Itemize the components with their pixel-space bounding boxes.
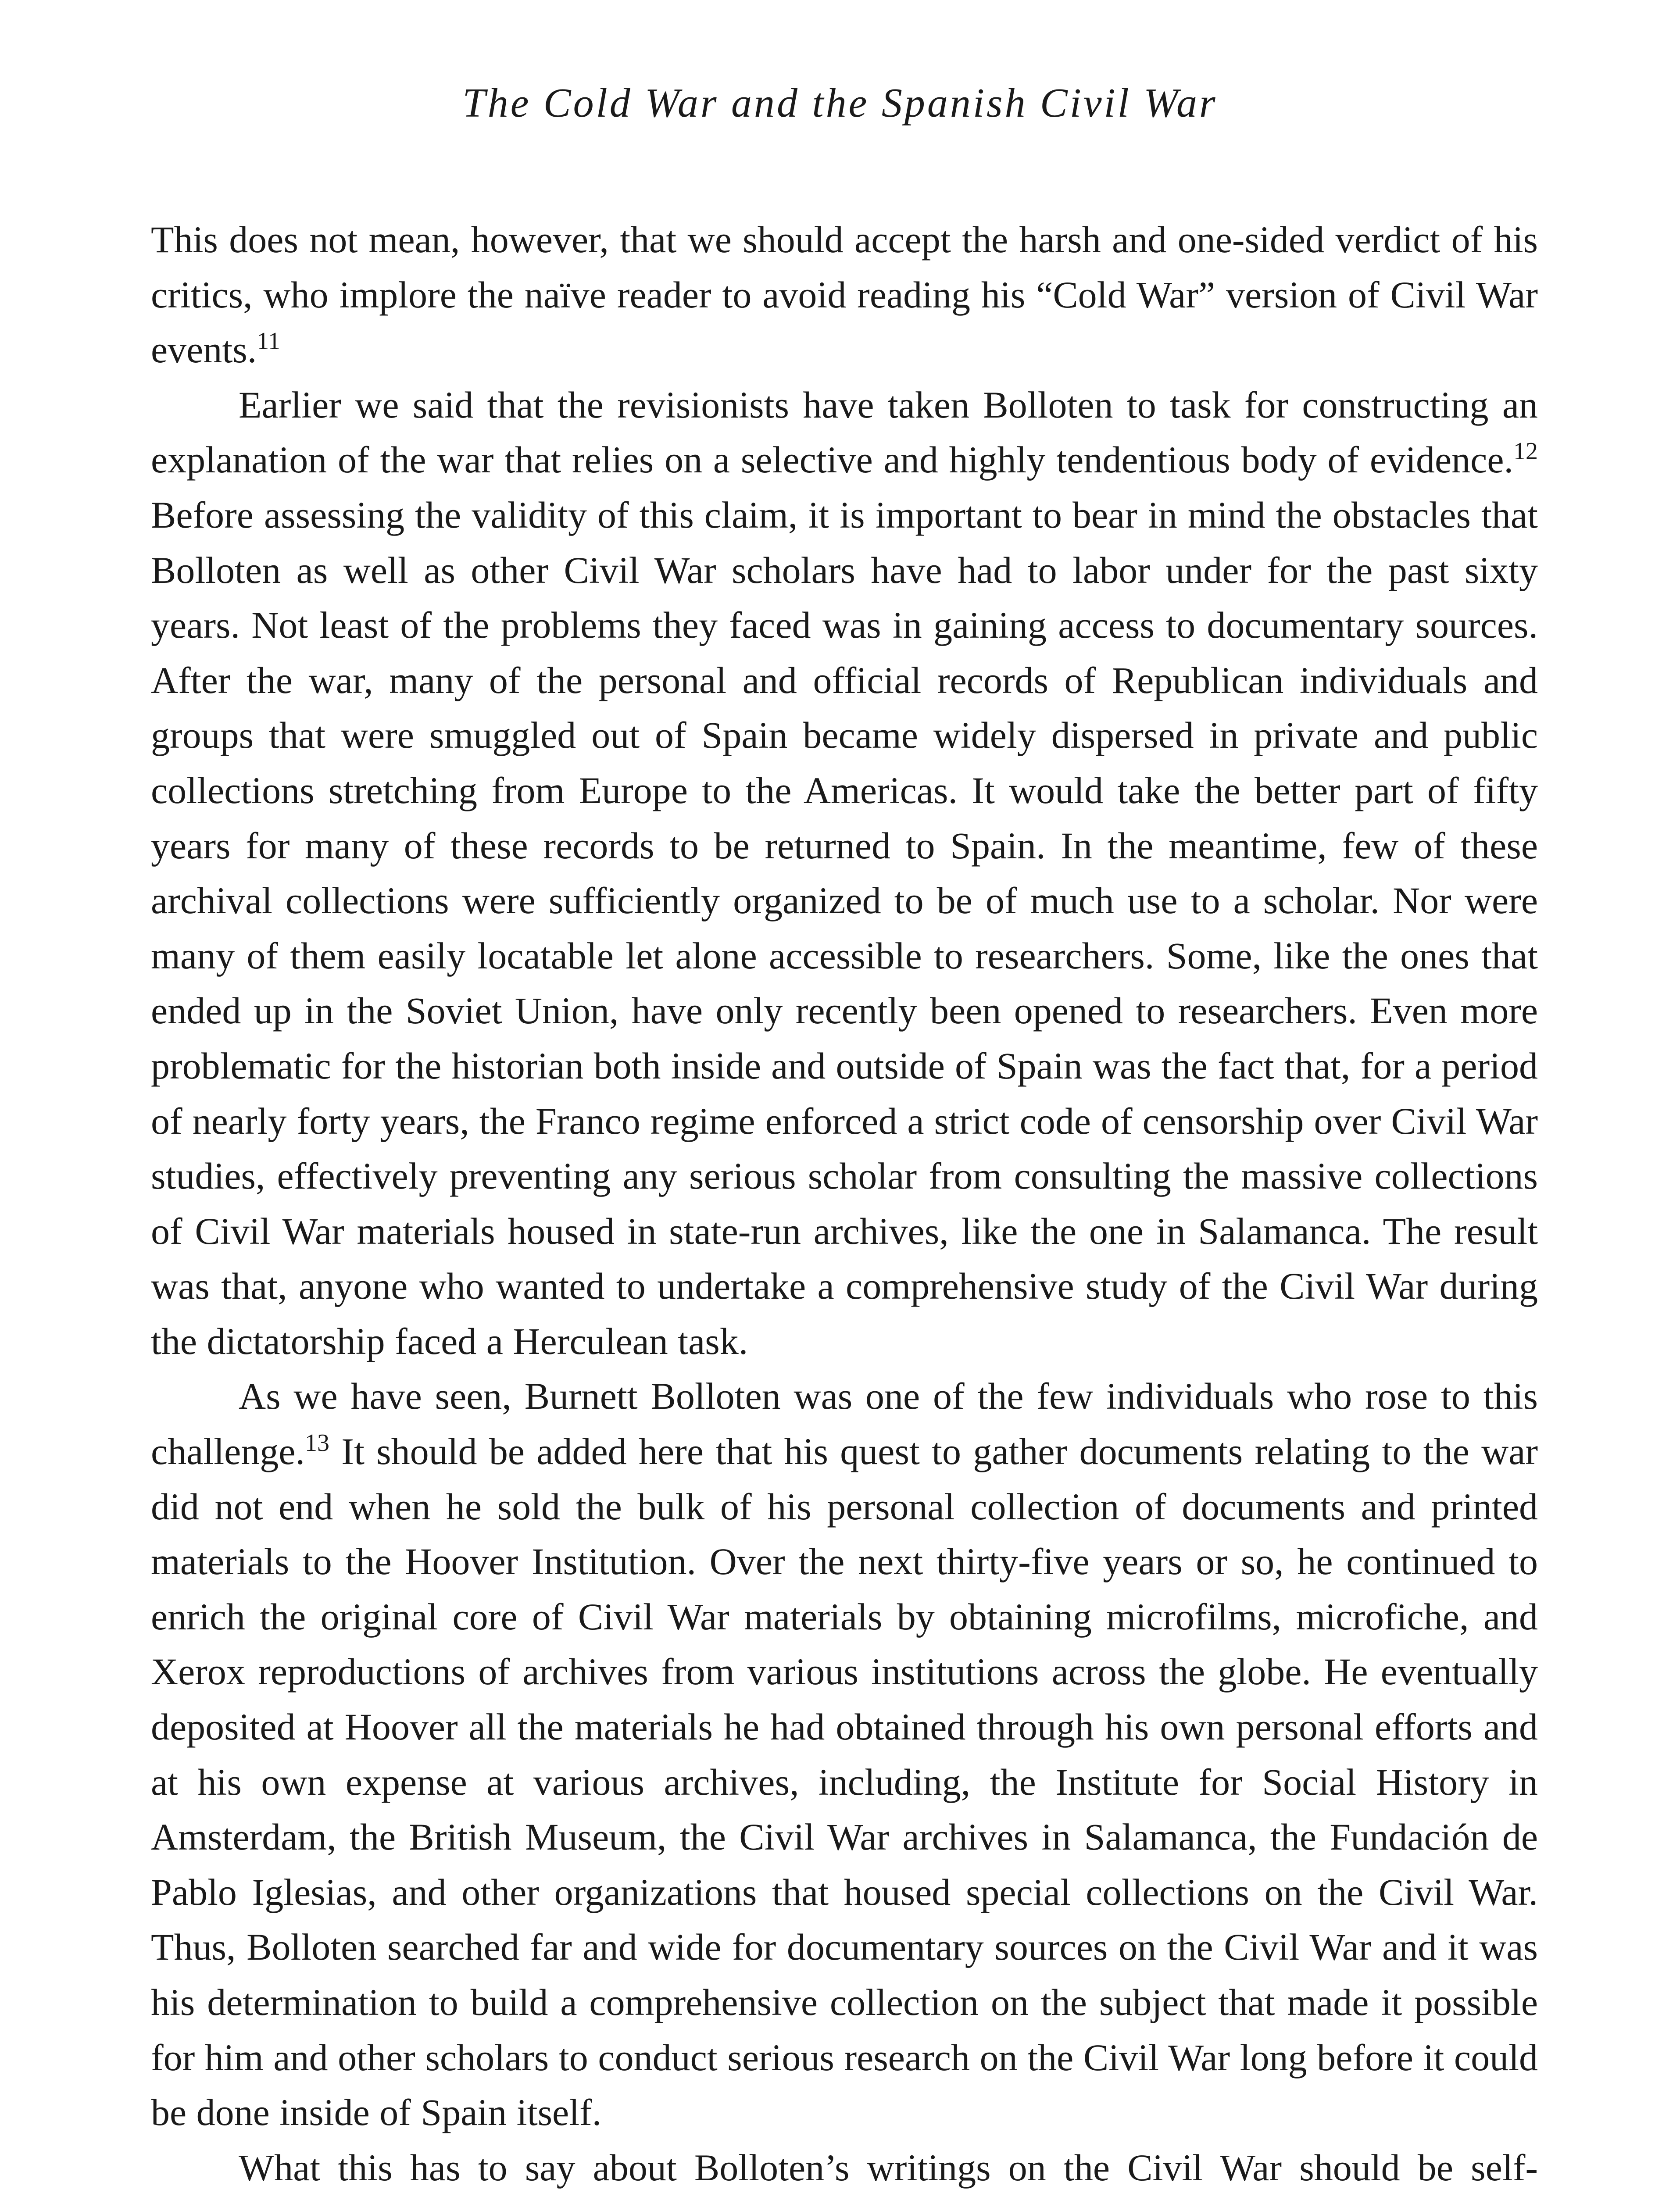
paragraph-text: Before assessing the validity of this claim, it is important to bear in mind the obstacles that Bolloten as well as other Civil War scholars have had to labor under for the past sixty years. Not least of the problems they faced was in gaining access to documentary sources. After the war, many of the personal and official records of Republican individuals and groups that were smuggled out of Spain became widely dispersed in private and public collections stretching from Europe to the Americas. It would take the better part of fifty years for many of these records to be returned to Spain. In the meantime, few of these archival collections were sufficiently organized to be of much use to a scholar. Nor were many of them easily locatable let alone accessible to researchers. Some, like the ones that ended up in the Soviet Union, have only recently been opened to researchers. Even more problematic for the historian both inside and outside of Spain was the fact that, for a period of nearly forty years, the Franco regime enforced a strict code of censorship over Civil War studies, effectively preventing any serious scholar from consulting the massive collections of Civil War materials housed in state-run archives, like the one in Salamanca. The result was that, anyone who wanted to undertake a comprehensive study of the Civil War during the dictatorship faced a Herculean task. (151, 493, 1538, 1362)
paragraph-4 (151, 2140, 1538, 2193)
footnote-ref-12: 12 (1513, 438, 1538, 465)
paragraph-text: It should be added here that his quest to gather documents relating to the war did not end when he sold the bulk of his personal collection of documents and printed materials to the Hoover Institution. Over the next thirty-five years or so, he continued to enrich the original core of Civil War materials by obtaining microfilms, microfiche, and Xerox reproductions of archives from various institutions across the globe. He eventually deposited at Hoover all the materials he had obtained through his own personal efforts and at his own expense at various archives, including, the Institute for Social History in Amsterdam, the British Museum, the Civil War archives in Salamanca, the Fundación de Pablo Iglesias, and other organizations that housed special collections on the Civil War. Thus, Bolloten searched far and wide for documentary sources on the Civil War and it was his determination to build a comprehensive collection on the subject that made it possible for him and other scholars to conduct serious research on the Civil War long before it could be done inside of Spain itself. (151, 1430, 1538, 2134)
footnote-ref-13: 13 (304, 1429, 329, 1457)
paragraph-1 (151, 212, 1538, 378)
running-head: The Cold War and the Spanish Civil War (462, 80, 1218, 126)
paragraph-text: As we have seen, Burnett Bolloten was one of the few individuals who rose to this challenge. (151, 1375, 1538, 1473)
footnote-ref-11: 11 (257, 328, 281, 355)
paragraph-text: This does not mean, however, that we should accept the harsh and one-sided verdict of his critics, who implore the naïve reader to avoid reading his “Cold War” version of Civil War events. (151, 218, 1538, 371)
paragraph-text: What this has to say about Bolloten’s writings on the Civil War should be self- (239, 2146, 1538, 2189)
paragraph-text: Earlier we said that the revisionists have taken Bolloten to task for constructing an explanation of the war that relies on a selective and highly tendentious body of evidence. (151, 383, 1538, 481)
paragraph-2 (151, 378, 1538, 1369)
paragraph-3 (151, 1369, 1538, 2140)
body-text (151, 212, 1538, 2193)
